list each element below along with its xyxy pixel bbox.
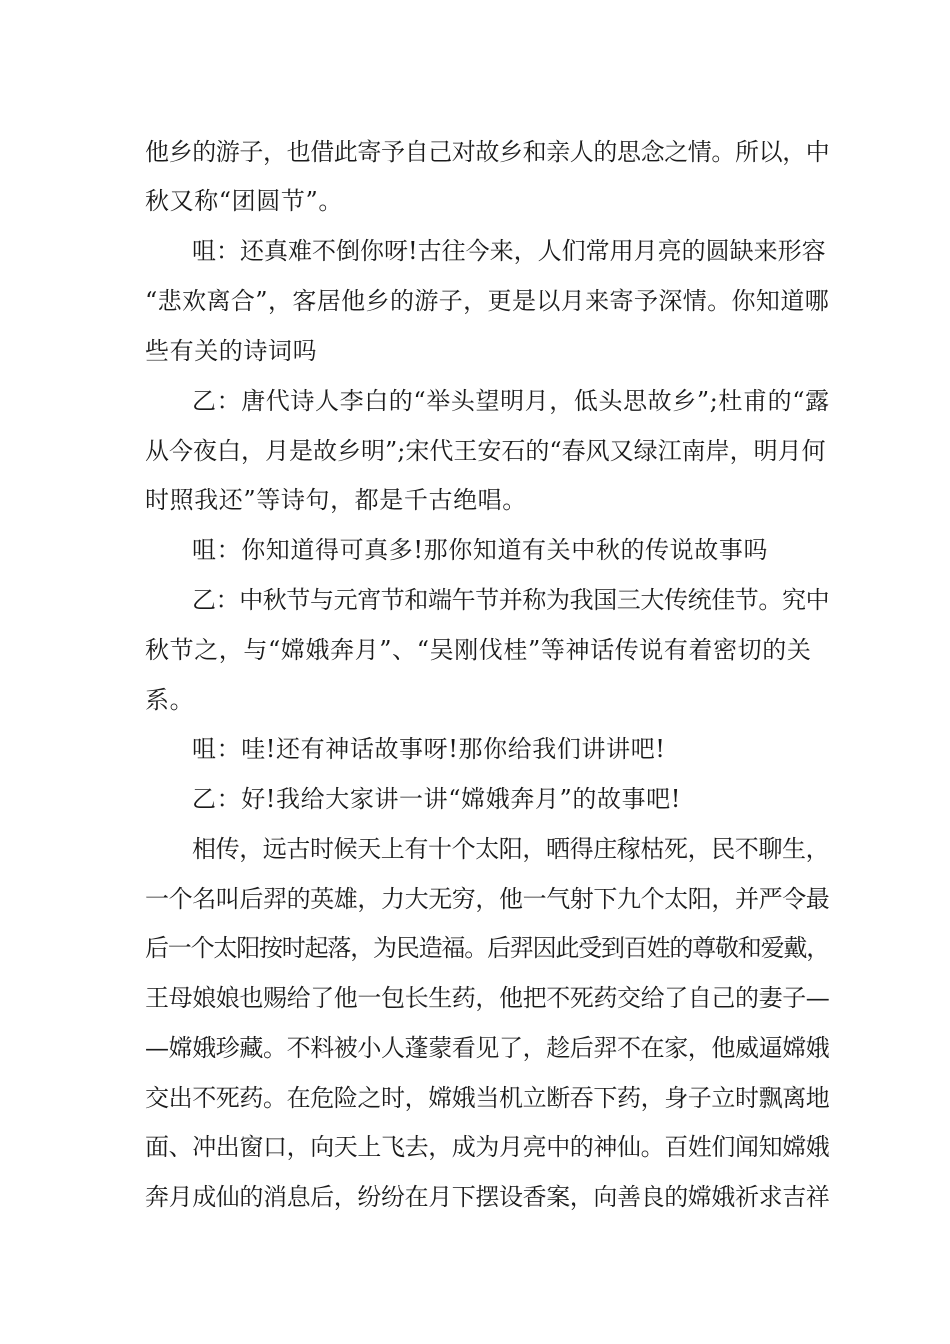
text-line-6: 乙：唐代诗人李白的“举头望明月，低头思故乡”;杜甫的“露 [192,387,830,415]
text-line-17: 后一个太阳按时起落，为民造福。后羿因此受到百姓的尊敬和爱戴， [145,934,829,962]
text-line-20: 交出不死药。在危险之时，嫦娥当机立断吞下药，身子立时飘离地 [145,1084,830,1112]
text-line-16: 一个名叫后羿的英雄，力大无穷，他一气射下九个太阳，并严令最 [145,885,830,913]
text-line-15: 相传，远古时候天上有十个太阳，晒得庄稼枯死，民不聊生， [192,835,830,863]
text-line-8: 时照我还”等诗句，都是千古绝唱。 [145,486,527,514]
text-line-5: 些有关的诗词吗 [145,337,318,365]
text-line-10: 乙：中秋节与元宵节和端午节并称为我国三大传统佳节。究中 [192,586,830,614]
text-line-7: 从今夜白，月是故乡明”;宋代王安石的“春风又绿江南岸，明月何 [145,437,826,465]
text-line-19: —嫦娥珍藏。不料被小人蓬蒙看见了，趁后羿不在家，他威逼嫦娥 [145,1034,830,1062]
text-line-18: 王母娘娘也赐给了他一包长生药，他把不死药交给了自己的妻子— [145,984,830,1012]
text-line-14: 乙：好!我给大家讲一讲“嫦娥奔月”的故事吧! [192,785,682,813]
text-line-9: 咀：你知道得可真多!那你知道有关中秋的传说故事吗 [192,536,769,564]
text-line-11: 秋节之，与“嫦娥奔月”、“吴刚伐桂”等神话传说有着密切的关 [145,636,812,664]
text-line-1: 他乡的游子，也借此寄予自己对故乡和亲人的思念之情。所以，中 [145,138,830,166]
text-line-4: “悲欢离合”，客居他乡的游子，更是以月来寄予深情。你知道哪 [145,287,830,315]
text-line-2: 秋又称“团圆节”。 [145,187,343,215]
text-line-12: 系。 [145,686,195,714]
text-line-13: 咀：哇!还有神话故事呀!那你给我们讲讲吧! [192,735,666,763]
text-line-3: 咀：还真难不倒你呀!古往今来，人们常用月亮的圆缺来形容 [192,237,826,265]
text-line-22: 奔月成仙的消息后，纷纷在月下摆设香案，向善良的嫦娥祈求吉祥 [145,1183,830,1211]
text-line-21: 面、冲出窗口，向天上飞去，成为月亮中的神仙。百姓们闻知嫦娥 [145,1133,830,1161]
